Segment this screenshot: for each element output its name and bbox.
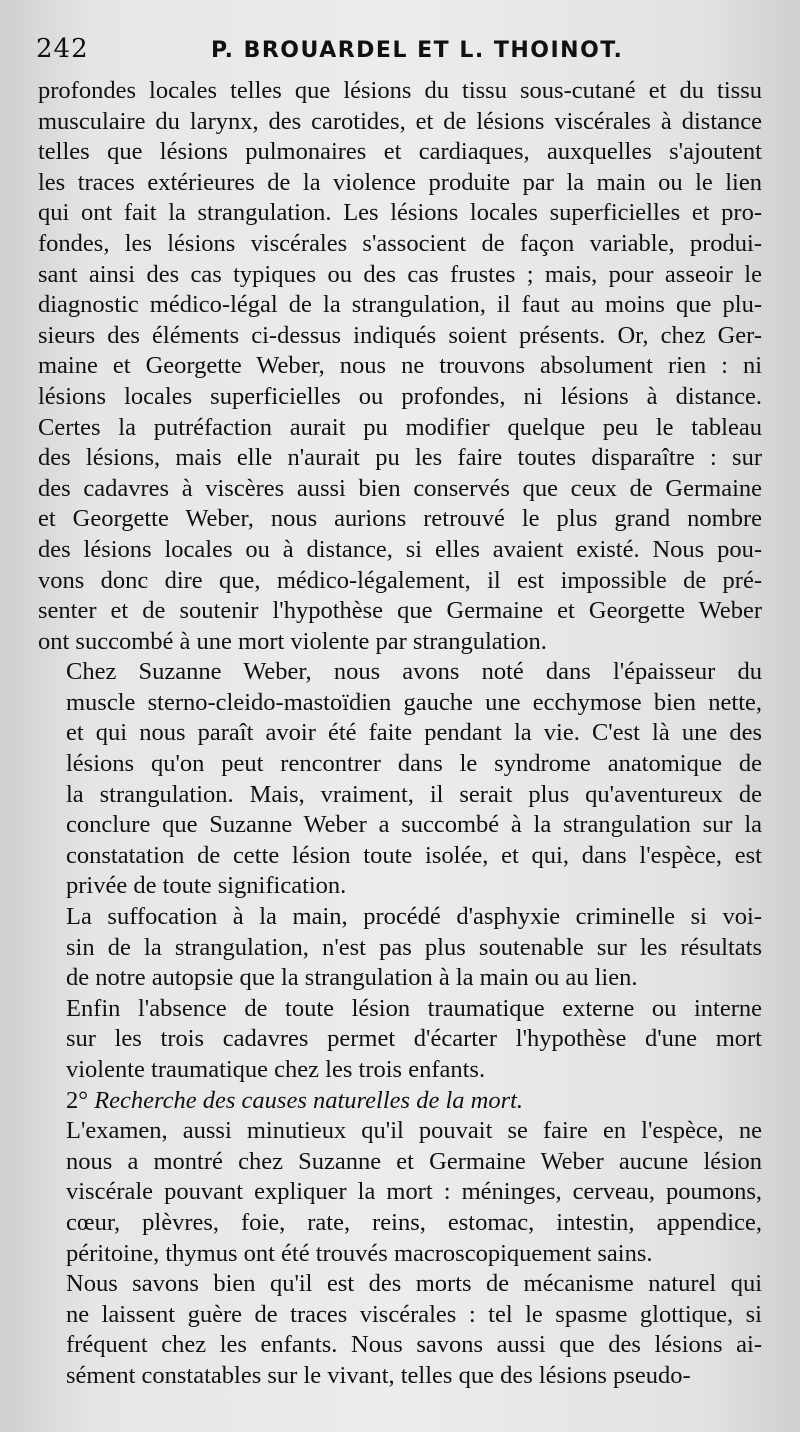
text-line: sément constatables sur le vivant, telles que des lésions pseudo- [66, 1361, 691, 1389]
section-heading [38, 1086, 762, 1117]
text-line: viscérale pouvant expliquer la mort : méninges, cerveau, poumons, [66, 1178, 762, 1206]
running-head: P. BROUARDEL ET L. THOINOT. [211, 38, 624, 63]
text-line: senter et de soutenir l'hypothèse que Germaine et Georgette Weber [38, 597, 762, 625]
text-line: Certes la putréfaction aurait pu modifier quelque peu le tableau [38, 413, 762, 441]
body-text [38, 76, 762, 1392]
text-line: Enfin l'absence de toute lésion traumatique externe ou interne [66, 994, 762, 1022]
text-line: conclure que Suzanne Weber a succombé à la strangulation sur la [66, 811, 762, 839]
paragraph [38, 76, 762, 657]
text-line: la strangulation. Mais, vraiment, il serait plus qu'aventureux de [66, 780, 762, 808]
text-line: des lésions, mais elle n'aurait pu les faire toutes disparaître : sur [38, 444, 762, 472]
paragraph [38, 994, 762, 1086]
text-line: diagnostic médico-légal de la strangulation, il faut au moins que plu- [38, 291, 762, 319]
text-line: privée de toute signification. [66, 872, 347, 900]
text-line: des lésions locales ou à distance, si elles avaient existé. Nous pou- [38, 535, 762, 563]
text-line: sant ainsi des cas typiques ou des cas frustes ; mais, pour asseoir le [38, 260, 762, 288]
text-line: lésions qu'on peut rencontrer dans le syndrome anatomique de [66, 750, 762, 778]
paragraph [38, 657, 762, 902]
text-line: muscle sterno-cleido-mastoïdien gauche une ecchymose bien nette, [66, 688, 762, 716]
page-header [36, 34, 760, 70]
text-line: telles que lésions pulmonaires et cardiaques, auxquelles s'ajoutent [38, 138, 762, 166]
paragraph [38, 1269, 762, 1391]
text-line: péritoine, thymus ont été trouvés macroscopiquement sains. [66, 1239, 653, 1267]
text-line: et qui nous paraît avoir été faite pendant la vie. C'est là une des [66, 719, 762, 747]
text-line: sin de la strangulation, n'est pas plus soutenable sur les résultats [66, 933, 762, 961]
text-line: qui ont fait la strangulation. Les lésions locales superficielles et pro- [38, 199, 762, 227]
page-number: 242 [36, 34, 89, 64]
text-line: nous a montré chez Suzanne et Germaine Weber aucune lésion [66, 1147, 762, 1175]
text-line: sieurs des éléments ci-dessus indiqués soient présents. Or, chez Ger- [38, 321, 762, 349]
section-title: Recherche des causes naturelles de la mort. [88, 1086, 524, 1114]
text-line: maine et Georgette Weber, nous ne trouvons absolument rien : ni [38, 352, 762, 380]
text-line: La suffocation à la main, procédé d'asphyxie criminelle si voi- [66, 903, 762, 931]
section-number: 2° [66, 1086, 89, 1114]
text-line: profondes locales telles que lésions du tissu sous-cutané et du tissu [38, 77, 762, 104]
text-line: musculaire du larynx, des carotides, et de lésions viscérales à distance [38, 107, 762, 135]
text-line: les traces extérieures de la violence produite par la main ou le lien [38, 168, 762, 196]
text-line: sur les trois cadavres permet d'écarter l'hypothèse d'une mort [66, 1025, 762, 1053]
text-line: cœur, plèvres, foie, rate, reins, estomac, intestin, appendice, [66, 1208, 762, 1236]
paragraph [38, 902, 762, 994]
text-line: Chez Suzanne Weber, nous avons noté dans l'épaisseur du [66, 658, 762, 686]
text-line: fondes, les lésions viscérales s'associent de façon variable, produi- [38, 229, 762, 257]
text-line [38, 1086, 762, 1117]
text-line: violente traumatique chez les trois enfants. [66, 1056, 486, 1083]
text-line: fréquent chez les enfants. Nous savons aussi que des lésions ai- [66, 1331, 762, 1359]
text-line: constatation de cette lésion toute isolée, et qui, dans l'espèce, est [66, 841, 762, 869]
text-line: et Georgette Weber, nous aurions retrouvé le plus grand nombre [38, 505, 762, 533]
text-line: des cadavres à viscères aussi bien conservés que ceux de Germaine [38, 474, 762, 502]
text-line: L'examen, aussi minutieux qu'il pouvait se faire en l'espèce, ne [66, 1117, 762, 1145]
text-line: vons donc dire que, médico-légalement, il est impossible de pré- [38, 566, 762, 594]
paragraph [38, 1116, 762, 1269]
text-line: ont succombé à une mort violente par strangulation. [38, 627, 547, 655]
text-line: Nous savons bien qu'il est des morts de mécanisme naturel qui [66, 1270, 762, 1298]
text-line: lésions locales superficielles ou profondes, ni lésions à distance. [38, 382, 762, 410]
text-line: de notre autopsie que la strangulation à la main ou au lien. [66, 964, 638, 992]
text-line: ne laissent guère de traces viscérales : tel le spasme glottique, si [66, 1300, 762, 1328]
